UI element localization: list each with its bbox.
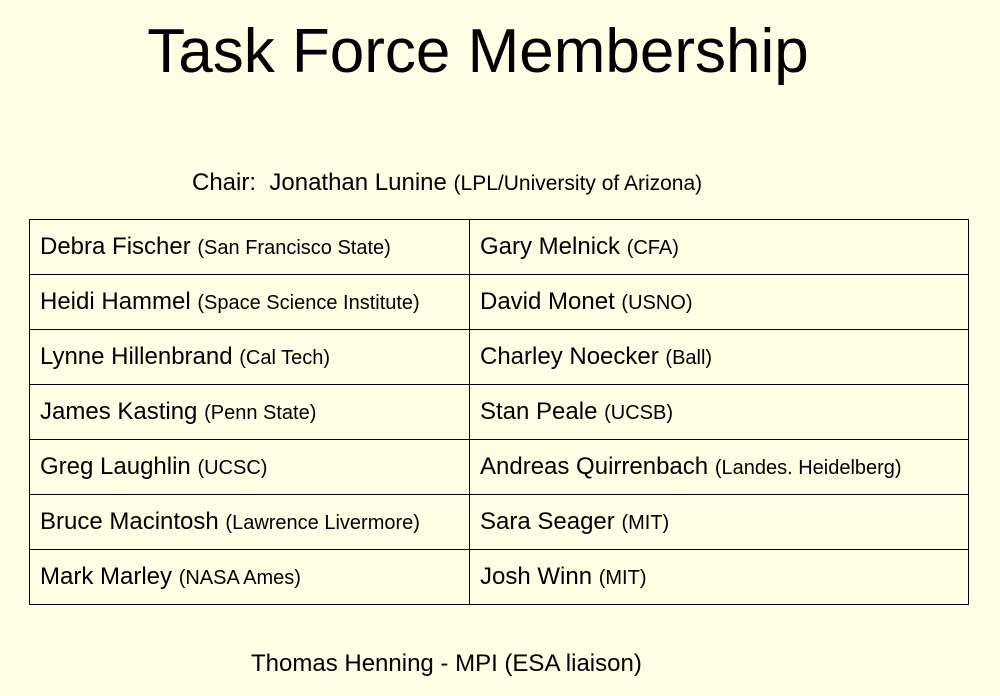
member-affiliation: (Cal Tech) bbox=[239, 347, 331, 369]
member-name: Gary Melnick bbox=[480, 233, 621, 260]
member-name: Heidi Hammel bbox=[40, 288, 191, 315]
member-cell bbox=[470, 330, 969, 385]
member-affiliation: (MIT) bbox=[598, 567, 647, 589]
member-name: James Kasting bbox=[40, 398, 198, 425]
member-affiliation: (USNO) bbox=[621, 292, 693, 314]
table-row bbox=[30, 440, 969, 495]
member-name: Debra Fischer bbox=[40, 233, 191, 260]
chair-affiliation: (LPL/University of Arizona) bbox=[453, 172, 703, 195]
member-affiliation: (San Francisco State) bbox=[197, 237, 391, 259]
table-row bbox=[30, 220, 969, 275]
member-name: Andreas Quirrenbach bbox=[480, 453, 709, 480]
table-row bbox=[30, 495, 969, 550]
member-cell bbox=[30, 440, 470, 495]
member-cell bbox=[470, 495, 969, 550]
member-name: Mark Marley bbox=[40, 563, 173, 590]
member-cell bbox=[470, 275, 969, 330]
member-name: Stan Peale bbox=[480, 398, 598, 425]
page-title: Task Force Membership bbox=[147, 17, 809, 86]
member-cell bbox=[470, 440, 969, 495]
table-row bbox=[30, 330, 969, 385]
member-affiliation: (Penn State) bbox=[204, 402, 317, 424]
member-name: Charley Noecker bbox=[480, 343, 659, 370]
table-row bbox=[30, 550, 969, 605]
member-name: Greg Laughlin bbox=[40, 453, 191, 480]
member-name: Lynne Hillenbrand bbox=[40, 343, 233, 370]
membership-table-body bbox=[30, 220, 969, 605]
member-name: Bruce Macintosh bbox=[40, 508, 219, 535]
membership-table bbox=[29, 219, 969, 605]
member-affiliation: (Landes. Heidelberg) bbox=[714, 457, 902, 479]
member-affiliation: (UCSB) bbox=[604, 402, 673, 424]
chair-label: Chair: bbox=[192, 169, 257, 196]
member-name: Sara Seager bbox=[480, 508, 615, 535]
liaison-line: Thomas Henning - MPI (ESA liaison) bbox=[251, 650, 642, 677]
member-affiliation: (Ball) bbox=[665, 347, 713, 369]
member-cell bbox=[30, 550, 470, 605]
table-row bbox=[30, 275, 969, 330]
member-cell bbox=[470, 550, 969, 605]
member-affiliation: (UCSC) bbox=[197, 457, 268, 479]
member-affiliation: (Space Science Institute) bbox=[197, 292, 420, 314]
member-name: Josh Winn bbox=[480, 563, 593, 590]
chair-line bbox=[192, 166, 702, 201]
table-row bbox=[30, 385, 969, 440]
member-cell bbox=[470, 385, 969, 440]
member-cell bbox=[470, 220, 969, 275]
member-affiliation: (MIT) bbox=[621, 512, 670, 534]
member-affiliation: (CFA) bbox=[626, 237, 679, 259]
member-affiliation: (NASA Ames) bbox=[178, 567, 301, 589]
member-cell bbox=[30, 220, 470, 275]
member-cell bbox=[30, 275, 470, 330]
member-cell bbox=[30, 495, 470, 550]
member-cell bbox=[30, 330, 470, 385]
member-name: David Monet bbox=[480, 288, 615, 315]
chair-name: Jonathan Lunine bbox=[269, 169, 447, 196]
member-affiliation: (Lawrence Livermore) bbox=[225, 512, 420, 534]
member-cell bbox=[30, 385, 470, 440]
